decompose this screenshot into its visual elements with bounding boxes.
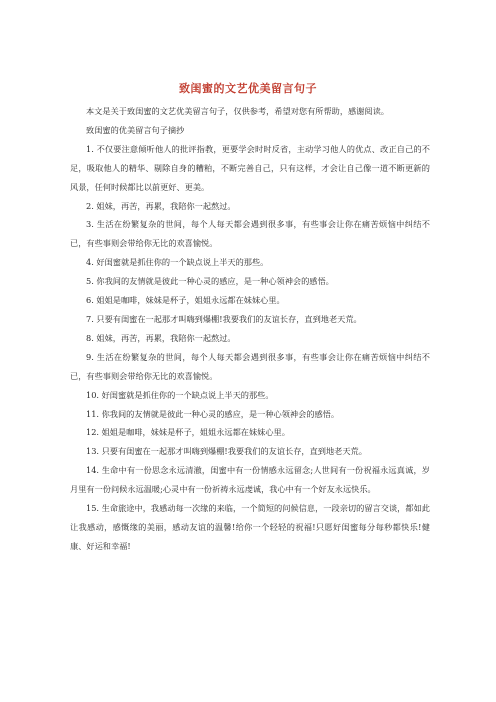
paragraph-item-9: 9. 生活在纷繁复杂的世间，每个人每天都会遇到很多事，有些事会让你在痛苦烦恼中纠结不已，有些事则会带给你无比的欢喜愉悦。 xyxy=(70,351,430,381)
paragraph-item-5: 5. 你我间的友情就是彼此一种心灵的感应，是一种心领神会的感悟。 xyxy=(86,276,334,287)
paragraph-item-13: 13. 只要有闺蜜在一起那才叫嗨到爆棚!我要我们的友谊长存，直到地老天荒。 xyxy=(86,446,367,457)
paragraph-item-7: 7. 只要有闺蜜在一起那才叫嗨到爆棚!我要我们的友谊长存，直到地老天荒。 xyxy=(86,313,362,324)
paragraph-item-2: 2. 姐妹，再苦，再累，我陪你一起熬过。 xyxy=(86,200,236,211)
paragraph-item-14: 14. 生命中有一份思念永远清澈，闺蜜中有一份情感永远留念;人世间有一份祝福永远真诚，岁月里有一份问候永远温暖;心灵中有一份祈祷永远虔诚，我心中有一个好友永远快乐。 xyxy=(70,465,430,495)
paragraph-intro: 本文是关于致闺蜜的文艺优美留言句子，仅供参考，希望对您有所帮助，感谢阅读。 xyxy=(86,106,389,116)
paragraph-subheading: 致闺蜜的优美留言句子摘抄 xyxy=(86,124,185,135)
paragraph-item-11: 11. 你我间的友情就是彼此一种心灵的感应，是一种心领神会的感悟。 xyxy=(86,408,340,419)
paragraph-item-12: 12. 姐姐是咖啡，妹妹是杯子，姐姐永远都在妹妹心里。 xyxy=(86,427,290,438)
document-body xyxy=(70,102,430,556)
paragraph-item-8: 8. 姐妹，再苦，再累，我陪你一起熬过。 xyxy=(86,332,236,343)
paragraph-item-10: 10. 好闺蜜就是抓住你的一个缺点说上半天的那些。 xyxy=(86,389,274,400)
paragraph-item-4: 4. 好闺蜜就是抓住你的一个缺点说上半天的那些。 xyxy=(86,257,269,268)
document-title: 致闺蜜的文艺优美留言句子 xyxy=(179,82,317,95)
paragraph-item-15: 15. 生命旅途中，我感动每一次缘的来临，一个简短的问候信息，一段亲切的留言交谈，都如此让我感动，感慨缘的美丽，感动友谊的温馨!给你一个轻轻的祝福!只愿好闺蜜每分每秒都快乐!健康、好运和幸福! xyxy=(70,503,430,551)
paragraph-item-1: 1. 不仅要注意倾听他人的批评指教，更要学会时时反省，主动学习他人的优点、改正自己的不足，吸取他人的精华、剔除自身的糟粕，不断完善自己，只有这样，才会让自己像一道不断更新的风景，任何时候都比以前更好、更美。 xyxy=(70,143,430,192)
paragraph-item-3: 3. 生活在纷繁复杂的世间，每个人每天都会遇到很多事，有些事会让你在痛苦烦恼中纠结不已，有些事则会带给你无比的欢喜愉悦。 xyxy=(70,219,430,249)
paragraph-item-6: 6. 姐姐是咖啡，妹妹是杯子，姐姐永远都在妹妹心里。 xyxy=(86,295,285,306)
